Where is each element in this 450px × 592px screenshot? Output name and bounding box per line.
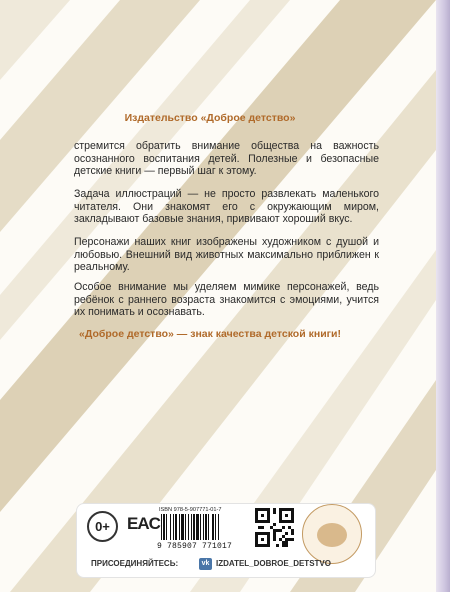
- barcode-bar: [218, 514, 219, 540]
- barcode-bar: [208, 514, 209, 540]
- qr-module: [279, 529, 282, 532]
- qr-finder-module: [255, 541, 258, 544]
- qr-module: [291, 538, 294, 541]
- barcode-bar: [185, 514, 186, 540]
- qr-module: [285, 544, 288, 547]
- qr-finder-module: [291, 517, 294, 520]
- age-rating-badge: 0+: [87, 511, 118, 542]
- qr-module: [276, 529, 279, 532]
- qr-finder-module: [255, 532, 258, 535]
- qr-finder-module: [267, 541, 270, 544]
- barcode-bar: [161, 514, 162, 540]
- qr-finder-module: [264, 544, 267, 547]
- qr-module: [273, 529, 276, 532]
- qr-module: [273, 532, 276, 535]
- qr-finder-module: [258, 520, 261, 523]
- qr-module: [282, 526, 285, 529]
- qr-finder-module: [291, 508, 294, 511]
- qr-finder-module: [285, 520, 288, 523]
- qr-finder-module: [255, 508, 258, 511]
- qr-finder-module: [261, 538, 264, 541]
- hedgehog-mascot-icon: [317, 523, 347, 547]
- barcode-bar: [163, 514, 165, 540]
- qr-module: [273, 535, 276, 538]
- qr-finder-module: [267, 517, 270, 520]
- qr-finder-module: [267, 511, 270, 514]
- qr-module: [258, 526, 261, 529]
- barcode-bar: [179, 514, 180, 540]
- qr-finder-module: [258, 532, 261, 535]
- qr-finder-module: [291, 520, 294, 523]
- qr-finder-module: [267, 520, 270, 523]
- qr-finder-module: [279, 514, 282, 517]
- qr-finder-module: [255, 535, 258, 538]
- qr-finder-module: [279, 517, 282, 520]
- qr-module: [273, 511, 276, 514]
- qr-finder-module: [255, 538, 258, 541]
- barcode-bar: [170, 514, 171, 540]
- qr-module: [273, 523, 276, 526]
- barcode-bar: [200, 514, 201, 540]
- barcode-panel: [76, 503, 376, 578]
- stripe-1: [0, 0, 70, 80]
- qr-finder-module: [267, 544, 270, 547]
- qr-finder-module: [261, 514, 264, 517]
- qr-finder-module: [267, 538, 270, 541]
- barcode-bar: [166, 514, 167, 540]
- isbn-text: ISBN 978-5-907771-01-7: [159, 507, 222, 513]
- publisher-heading: Издательство «Доброе детство»: [124, 112, 296, 124]
- qr-module: [273, 538, 276, 541]
- qr-module: [279, 538, 282, 541]
- qr-module: [282, 541, 285, 544]
- qr-finder-module: [288, 508, 291, 511]
- qr-module: [291, 532, 294, 535]
- qr-finder-module: [255, 511, 258, 514]
- qr-code[interactable]: [255, 508, 295, 548]
- barcode-bar: [193, 514, 195, 540]
- barcode-number: 9 785907 771017: [157, 542, 233, 551]
- barcode-bar: [215, 514, 216, 540]
- barcode-bar: [212, 514, 214, 540]
- quality-seal-logo: [302, 504, 362, 564]
- qr-finder-module: [267, 535, 270, 538]
- qr-module: [282, 535, 285, 538]
- qr-module: [288, 538, 291, 541]
- qr-module: [261, 526, 264, 529]
- qr-finder-module: [291, 511, 294, 514]
- qr-finder-module: [261, 508, 264, 511]
- barcode-bar: [203, 514, 204, 540]
- barcode-bar: [181, 514, 184, 540]
- paragraph-1: стремится обратить внимание общества на важность осознанного воспитания детей. Полезные и безопасные детские книги — первый шаг к этому.: [74, 140, 379, 177]
- eac-mark: EAC: [127, 514, 160, 533]
- social-handle[interactable]: IZDATEL_DOBROE_DETSTVO: [216, 559, 331, 568]
- qr-finder-module: [285, 508, 288, 511]
- qr-finder-module: [255, 544, 258, 547]
- qr-finder-module: [255, 520, 258, 523]
- qr-finder-module: [258, 544, 261, 547]
- qr-finder-module: [255, 514, 258, 517]
- qr-module: [282, 544, 285, 547]
- paragraph-2: Задача иллюстраций — не просто развлекать маленького читателя. Они знакомят его с окружающим миром, закладывают базовые знания, прививают хороший вкус.: [74, 188, 379, 225]
- qr-module: [291, 529, 294, 532]
- qr-finder-module: [279, 511, 282, 514]
- qr-module: [288, 526, 291, 529]
- qr-finder-module: [261, 520, 264, 523]
- paragraph-3: Персонажи наших книг изображены художником с душой и любовью. Внешний вид животных максимально приближен к реальному.: [74, 236, 379, 273]
- qr-finder-module: [264, 508, 267, 511]
- vk-icon[interactable]: vk: [199, 558, 212, 570]
- qr-finder-module: [285, 514, 288, 517]
- join-label: ПРИСОЕДИНЯЙТЕСЬ:: [91, 559, 179, 568]
- qr-finder-module: [267, 532, 270, 535]
- qr-finder-module: [264, 520, 267, 523]
- qr-finder-module: [261, 544, 264, 547]
- qr-finder-module: [264, 532, 267, 535]
- barcode: [159, 514, 249, 542]
- barcode-bar: [188, 514, 189, 540]
- slogan: «Доброе детство» — знак качества детской книги!: [79, 328, 341, 340]
- qr-module: [273, 508, 276, 511]
- qr-module: [276, 544, 279, 547]
- qr-finder-module: [282, 508, 285, 511]
- qr-finder-module: [291, 514, 294, 517]
- qr-finder-module: [267, 514, 270, 517]
- barcode-bar: [205, 514, 207, 540]
- barcode-bar: [191, 514, 192, 540]
- qr-finder-module: [267, 508, 270, 511]
- qr-finder-module: [255, 517, 258, 520]
- qr-finder-module: [261, 532, 264, 535]
- qr-finder-module: [282, 520, 285, 523]
- qr-module: [270, 526, 273, 529]
- barcode-bar: [175, 514, 177, 540]
- qr-finder-module: [279, 520, 282, 523]
- qr-module: [285, 538, 288, 541]
- barcode-bar: [196, 514, 199, 540]
- qr-module: [285, 541, 288, 544]
- barcode-bar: [173, 514, 174, 540]
- paragraph-4: Особое внимание мы уделяем мимике персонажей, ведь ребёнок с раннего возраста знакомится с эмоциями, учится их понимать и осознавать.: [74, 281, 379, 318]
- qr-finder-module: [279, 508, 282, 511]
- qr-module: [285, 532, 288, 535]
- qr-finder-module: [288, 520, 291, 523]
- spine-edge: [436, 0, 450, 592]
- qr-finder-module: [258, 508, 261, 511]
